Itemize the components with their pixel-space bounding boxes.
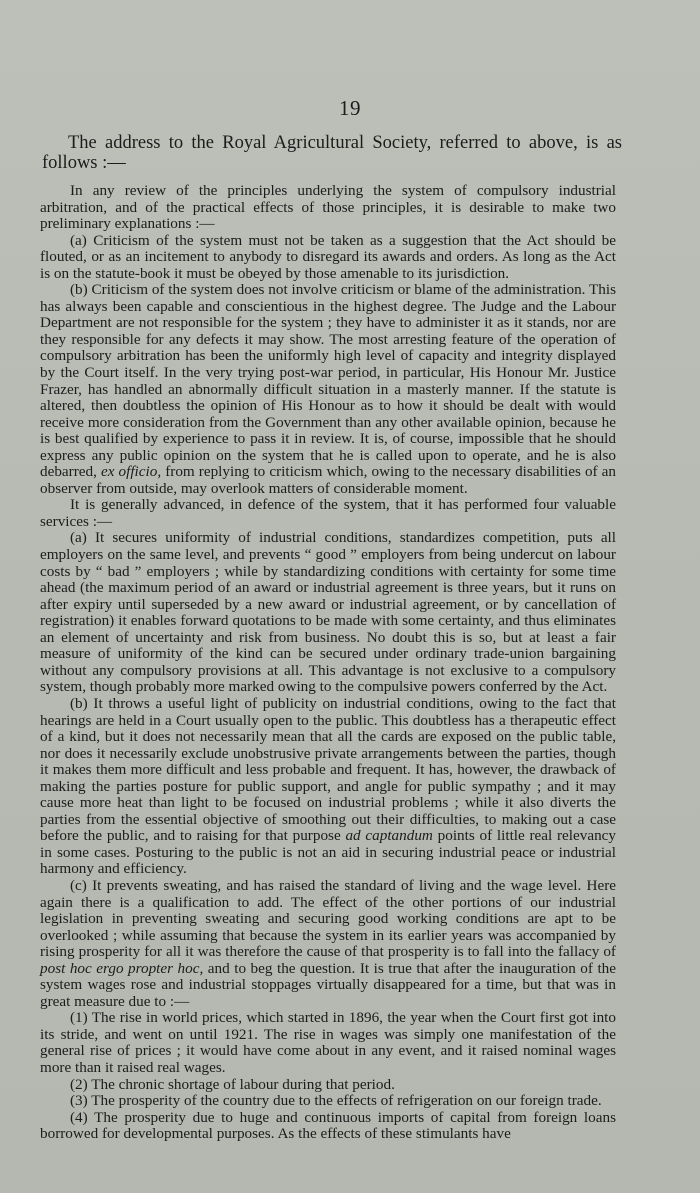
paragraph-services-intro: It is generally advanced, in defence of the system, that it has performed four valuable services :— (40, 496, 616, 530)
intro-paragraph: The address to the Royal Agricultural Society, referred to above, is as follows :— (42, 133, 622, 173)
paragraph-criticism-b (40, 282, 616, 497)
paragraph-service-c (40, 878, 616, 1010)
address-body (40, 183, 616, 1143)
italic-ad-captandum: ad captandum (345, 827, 433, 845)
page-number: 19 (339, 96, 361, 120)
italic-ex-officio: ex officio, (100, 463, 162, 481)
paragraph-criticism-b-text: (b) Criticism of the system does not involve criticism or blame of the administration. This has always been capable and conscientious in the highest degree. The Judge and the Labour Department are not responsible for the system ; they have to administer it as it stands, nor are they responsible for any defects it may show. The most arresting feature of the operation of compulsory arbitration has been the uniformly high level of capacity and integrity displayed by the Court itself. In the very trying post-war period, in particular, His Honour Mr. Justice Frazer, has handled an abnormally difficult situation in a masterly manner. If the statute is altered, then doubtless the opinion of His Honour as to how it should be dealt with would receive more consideration from the Government than any other available opinion, because he is best qualified by experience to pass it in review. It is, of course, impossible that he should express any public opinion on the system that he is called upon to operate, and he is also debarred, (40, 281, 616, 481)
paragraph-preliminary: In any review of the principles underlying the system of compulsory industrial arbitration, and of the practical effects of those principles, it is desirable to make two preliminary explanations :— (40, 182, 616, 233)
list-item-2: (2) The chronic shortage of labour during that period. (70, 1075, 395, 1093)
paragraph-criticism-b-tail: from replying to criticism which, owing to the necessary disabilities of an observer from outside, may overlook matters of considerable moment. (40, 463, 617, 497)
paragraph-service-b-tail: points of little real relevancy in some cases. Posturing to the public is not an aid in securing industrial peace or industrial harmony and efficiency. (40, 827, 617, 878)
italic-post-hoc: post hoc ergo propter hoc, (40, 959, 204, 977)
paragraph-service-c-tail: and to beg the question. It is true that after the inauguration of the system wages rose and industrial stoppages virtually disappeared for a time, but that was in great measure due to :— (40, 959, 617, 1010)
paragraph-service-b-text: (b) It throws a useful light of publicity on industrial conditions, owing to the fact that hearings are held in a Court usually open to the public. This doubtless has a therapeutic effect of a kind, but it does not necessarily mean that all the cards are exposed on the public table, nor does it necessarily exclude unobstrusive private arrangements between the parties, though it makes them more difficult and less probable and frequent. It has, however, the drawback of making the parties posture for public support, and angle for public sympathy ; and it may cause more heat than light to be focused on industrial problems ; while it also diverts the parties from the essential objective of smoothing out their difficulties, to making out a case before the public, and to raising for that purpose (40, 694, 616, 845)
list-item-4: (4) The prosperity due to huge and continuous imports of capital from foreign loans borrowed for developmental purposes. As the effects of these stimulants have (40, 1108, 616, 1143)
list-item-3: (3) The prosperity of the country due to the effects of refrigeration on our foreign trade. (70, 1092, 602, 1110)
list-item-1: (1) The rise in world prices, which started in 1896, the year when the Court first got into its stride, and went on until 1921. The rise in wages was simply one manifestation of the general rise of prices ; it would have come about in any event, and it raised nominal wages more than it raised real wages. (40, 1009, 616, 1076)
paragraph-service-b (40, 696, 616, 878)
paragraph-service-c-text: (c) It prevents sweating, and has raised the standard of living and the wage level. Here again there is a qualification to add. The effect of the other portions of our industrial legislation in preventing sweating and securing good working conditions are apt to be overlooked ; while assuming that because the system in its earlier years was accompanied by rising prosperity for all it was therefore the cause of that prosperity is to fall into the fallacy of (40, 876, 616, 961)
paragraph-criticism-a: (a) Criticism of the system must not be taken as a suggestion that the Act should be flouted, or as an incitement to anybody to disregard its awards and orders. As long as the Act is on the statute-book it must be obeyed by those amenable to its jurisdiction. (40, 231, 616, 282)
paragraph-service-a: (a) It secures uniformity of industrial conditions, standardizes competition, puts all employers on the same level, and prevents “ good ” employers from being undercut on labour costs by “ bad ” employers ; while by standardizing conditions with certainty for some time ahead (the maximum period of an award or industrial agreement is three years, but it runs on after expiry until superseded by a new award or industrial agreement, or by cancellation of registration) it enables forward quotations to be made with some certainty, and thus eliminates an element of uncertainty and risk from business. No doubt this is so, but at least a fair measure of uniformity of the kind can be secured under ordinary trade-union bargaining without any compulsory provisions at all. This advantage is not exclusive to a compulsory system, though probably more marked owing to the compulsive powers conferred by the Act. (40, 529, 616, 696)
